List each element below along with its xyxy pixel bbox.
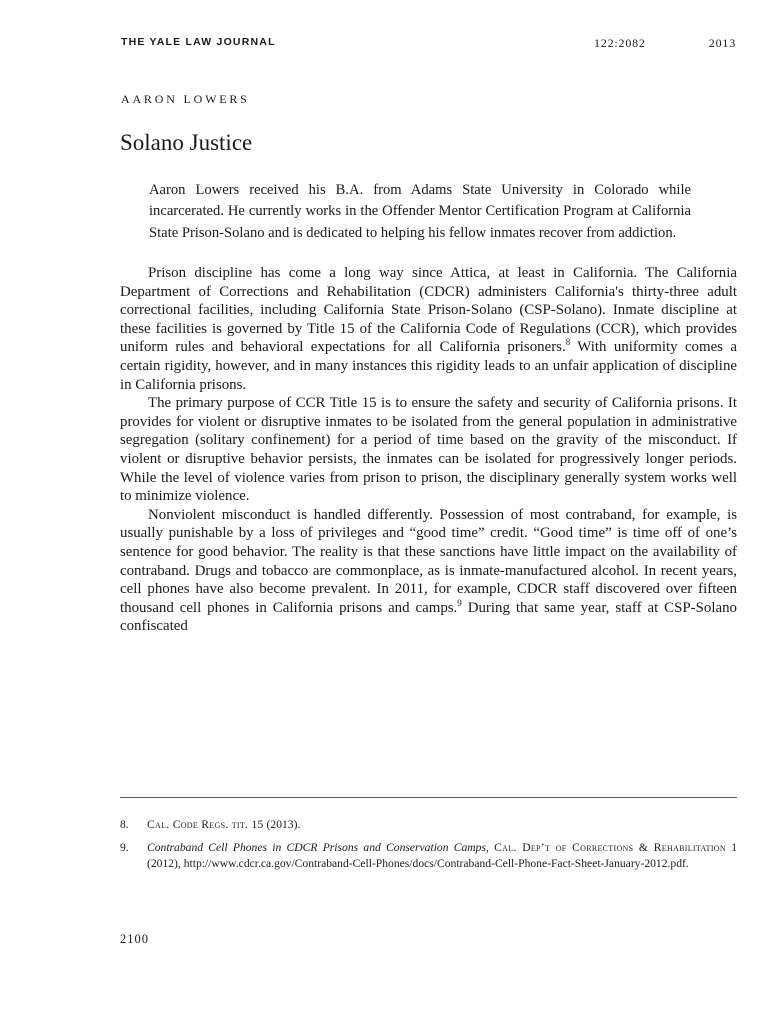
footnote-source: Cal. Code Regs. tit. 15 <box>147 818 264 831</box>
journal-citation: 122:2082 <box>594 36 646 50</box>
footnote-ref-9[interactable]: 9 <box>457 597 462 608</box>
footnote-separator: , <box>485 841 495 854</box>
body-paragraph <box>120 506 737 636</box>
running-head <box>121 36 736 52</box>
paragraph-text: During that same year, staff at CSP-Solano confiscated <box>120 599 737 635</box>
footnote-8 <box>120 817 737 833</box>
footnotes <box>120 817 737 879</box>
footnote-year: (2013). <box>263 818 301 831</box>
author-name: AARON LOWERS <box>121 92 250 106</box>
body-paragraph: The primary purpose of CCR Title 15 is to ensure the safety and security of California prisons. It provides for violent or disruptive inmates to be isolated from the general population in administrative segregation (solitary confinement) for a period of time based on the gravity of the misconduct. If violent or disruptive behavior persists, the inmates can be isolated for progressively longer periods. While the level of violence varies from prison to prison, the disciplinary generally system works well to minimize violence. <box>120 395 737 505</box>
footnote-divider <box>120 797 737 798</box>
footnote-title: Contraband Cell Phones in CDCR Prisons and Conservation Camps <box>147 841 486 854</box>
footnote-9 <box>120 840 737 872</box>
footnote-number: 8. <box>120 818 129 831</box>
article-body <box>120 264 737 636</box>
page-number: 2100 <box>120 932 149 946</box>
journal-name: THE YALE LAW JOURNAL <box>121 36 276 48</box>
footnote-citation-url[interactable]: 1 (2012), http://www.cdcr.ca.gov/Contraband-Cell-Phones/docs/Contraband-Cell-Phone-Fact-Sheet-January-2012.pdf. <box>147 841 737 870</box>
footnote-number: 9. <box>120 841 129 854</box>
body-paragraph <box>120 264 737 394</box>
paragraph-text: With uniformity comes a certain rigidity, however, and in many instances this rigidity leads to an unfair application of discipline in California prisons. <box>120 339 737 393</box>
paragraph-text: Nonviolent misconduct is handled differently. Possession of most contraband, for example, is usually punishable by a loss of privileges and “good time” credit. “Good time” is time off of one’s sentence for good behavior. The reality is that these sanctions have little impact on the availability of contraband. Drugs and tobacco are commonplace, as is inmate-manufactured alcohol. In recent years, cell phones have also become prevalent. In 2011, for example, CDCR staff discovered over fifteen thousand cell phones in California prisons and camps. <box>120 506 737 616</box>
journal-year: 2013 <box>708 36 736 50</box>
footnote-publisher: Cal. Dep’t of Corrections & Rehabilitation <box>494 841 726 854</box>
article-title: Solano Justice <box>120 130 253 155</box>
author-bio: Aaron Lowers received his B.A. from Adams State University in Colorado while incarcerated. He currently works in the Offender Mentor Certification Program at California State Prison-Solano and is dedicated to helping his fellow inmates recover from addiction. <box>149 182 691 241</box>
footnote-ref-8[interactable]: 8 <box>565 337 571 348</box>
paragraph-text: Prison discipline has come a long way since Attica, at least in California. The California Department of Corrections and Rehabilitation (CDCR) administers California's thirty-three adult correctional facilities, including California State Prison-Solano (CSP-Solano). Inmate discipline at these facilities is governed by Title 15 of the California Code of Regulations (CCR), which provides uniform rules and behavioral expectations for all California prisoners. <box>120 265 737 356</box>
